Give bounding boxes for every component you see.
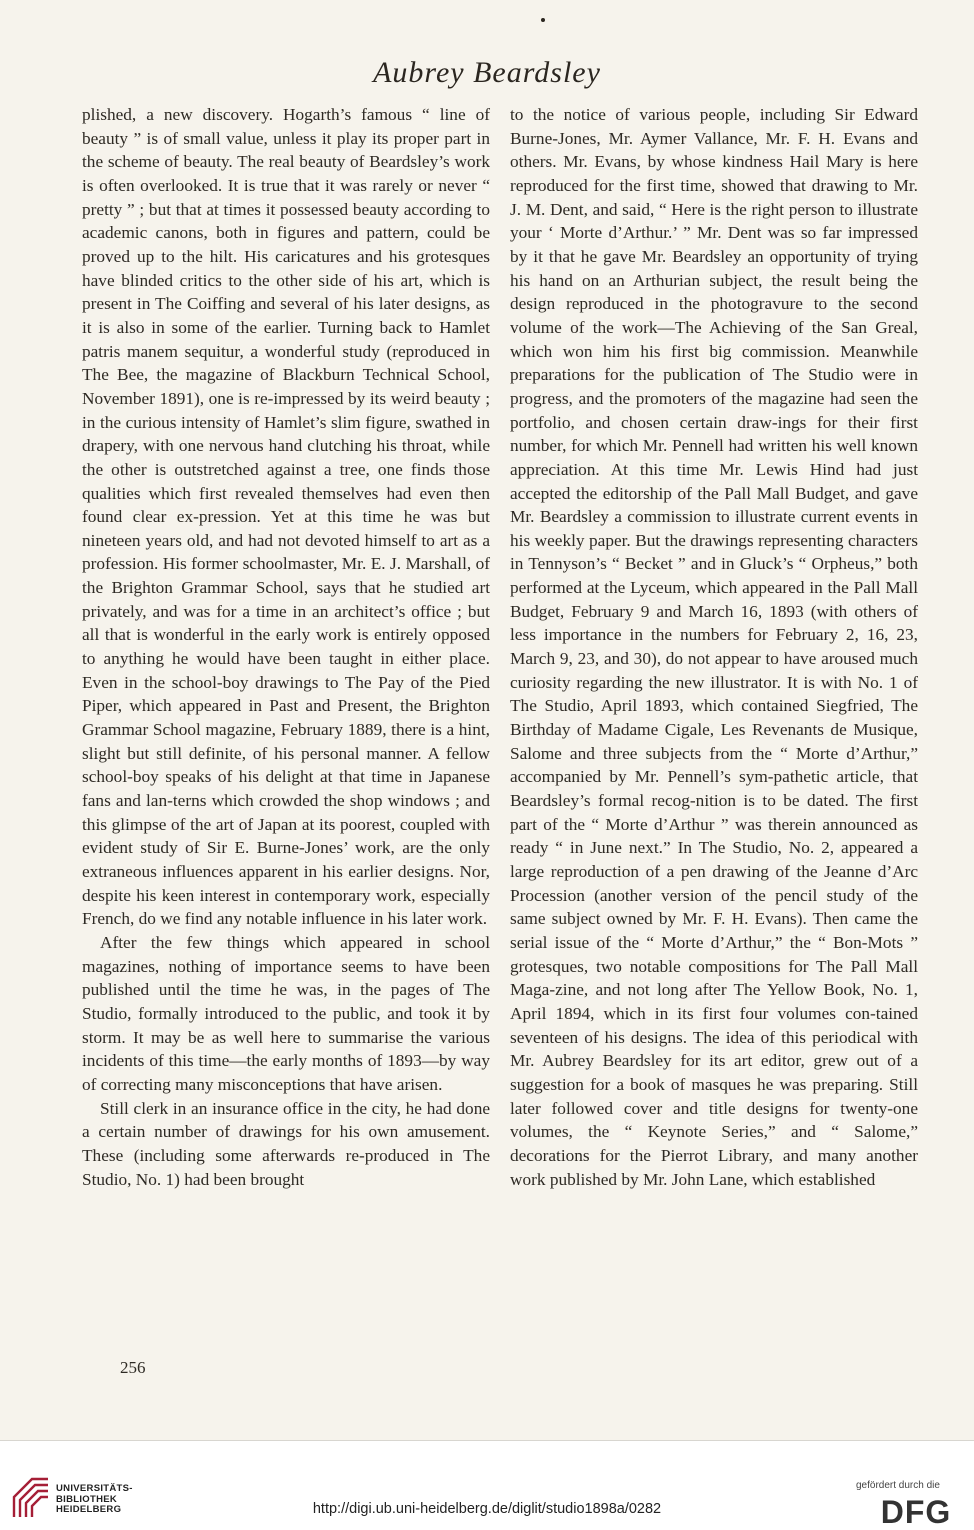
left-column — [82, 103, 490, 1191]
right-column — [510, 103, 918, 1191]
library-name-line: BIBLIOTHEK — [56, 1493, 118, 1505]
library-name-line: HEIDELBERG — [56, 1504, 122, 1515]
page-number: 256 — [120, 1358, 146, 1377]
footer-divider — [0, 1440, 974, 1441]
funded-by-label: gefördert durch die — [856, 1480, 940, 1491]
paragraph: Still clerk in an insurance office in the city, he had done a certain number of drawings for his own amusement. These (including some afterwards re-produced in The Studio, No. 1) had been brought — [82, 1098, 490, 1189]
paragraph: plished, a new discovery. Hogarth’s famous “ line of beauty ” is of small value, unless it play its proper part in the scheme of beauty. The real beauty of Beardsley’s work is often overlooked. It is true that it was rarely or never “ pretty ” ; but that at times it possessed beauty according to academic canons, both in figures and pattern, could be proved up to the hilt. His caricatures and his grotesques have blinded critics to the other side of his art, which is present in The Coiffing and several of his later designs, as it is also in some of the earlier. Turning back to Hamlet patris manem sequitur, a wonderful study (reproduced in The Bee, the magazine of Blackburn Technical School, November 1891), one is re-impressed by its weird beauty ; in the curious intensity of Hamlet’s slim figure, swathed in drapery, with one nervous hand clutching his throat, while the other is outstretched against a tree, one finds those qualities which first revealed themselves had even then found clear ex-pression. Yet at this time he was but nineteen years old, and had not devoted himself to art as a profession. His former schoolmaster, Mr. E. J. Marshall, of the Brighton Grammar School, says that he studied art privately, and was for a time in an architect’s office ; but all that is wonderful in the early work is entirely opposed to anything he would have been taught in either place. Even in the school-boy drawings to The Pay of the Pied Piper, which appeared in Past and Present, the Brighton Grammar School magazine, February 1889, there is a hint, slight but still definite, of his personal manner. A fellow school-boy speaks of his delight at that time in Japanese fans and lan-terns which crowded the shop windows ; and this glimpse of the art of Japan at its poorest, coupled with evident study of Sir E. Burne-Jones’ work, are the only extraneous influences apparent in his earlier designs. Nor, despite his keen interest in contemporary work, especially French, do we find any notable influence in his later work. — [82, 105, 490, 929]
library-name-line: UNIVERSITÄTS- — [56, 1483, 133, 1494]
permalink-url[interactable]: http://digi.ub.uni-heidelberg.de/diglit/studio1898a/0282 — [312, 1501, 662, 1517]
paragraph: to the notice of various people, including Sir Edward Burne-Jones, Mr. Aymer Vallance, Mr. F. H. Evans and others. Mr. Evans, by whose kindness Hail Mary is here reproduced for the first time, showed that drawing to Mr. J. M. Dent, and said, “ Here is the right person to illustrate your ‘ Morte d’Arthur.’ ” Mr. Dent was so far impressed by it that he gave Mr. Beardsley an opportunity of trying his hand on an Arthurian subject, the result being the design reproduced in the photogravure to the second volume of the work—The Achieving of the San Greal, which won him his first big commission. Meanwhile preparations for the publication of The Studio were in progress, and the promoters of the magazine had seen the portfolio, and chosen certain draw-ings for their first number, for which Mr. Pennell had written his well known appreciation. At this time Mr. Lewis Hind had just accepted the editorship of the Pall Mall Budget, and gave Mr. Beardsley a commission to illustrate current events in his weekly paper. But the drawings representing characters in Tennyson’s “ Becket ” and in Gluck’s “ Orpheus,” both performed at the Lyceum, which appeared in the Pall Mall Budget, February 9 and March 16, 1893 (with others of less importance in the numbers for February 2, 16, 23, March 9, 23, and 30), do not appear to have aroused much curiosity regarding the new illustrator. It is with No. 1 of The Studio, April 1893, which contained Siegfried, The Birthday of Madame Cigale, Les Revenants de Musique, Salome and three subjects from the “ Morte d’Arthur,” accompanied by Mr. Pennell’s sym-pathetic article, that Beardsley’s formal recog-nition is to be dated. The first part of the “ Morte d’Arthur ” was therein announced as ready “ in June next.” In The Studio, No. 2, appeared a large reproduction of a pen drawing of the Jeanne d’Arc Procession (another version of the pencil study of the same subject owned by Mr. F. H. Evans). Then came the serial issue of the “ Morte d’Arthur,” the “ Bon-Mots ” grotesques, two notable compositions for The Pall Mall Maga-zine, and not long after The Yellow Book, No. 1, April 1894, which in its first four volumes con-tained seventeen of his designs. The idea of this periodical with Mr. Aubrey Beardsley for its art editor, grew out of a suggestion for a book of masques he was preparing. Still later followed cover and title designs for twenty-one volumes, the “ Keynote Series,” and “ Salome,” decorations for the Pierrot Library, and many another work published by Mr. John Lane, which established — [510, 105, 918, 1189]
dfg-logo-text: DFG — [880, 1495, 952, 1527]
paragraph: After the few things which appeared in school magazines, nothing of importance seems to have been published until the time he was, in the pages of The Studio, formally introduced to the public, and took it by storm. It may be as well here to summarise the various incidents of this time—the early months of 1893—by way of correcting many misconceptions that have arisen. — [82, 932, 490, 1094]
print-mark — [541, 18, 545, 22]
dfg-logo-icon[interactable] — [870, 1495, 962, 1527]
viewer-footer — [0, 1440, 974, 1530]
running-title: Aubrey Beardsley — [373, 56, 601, 89]
